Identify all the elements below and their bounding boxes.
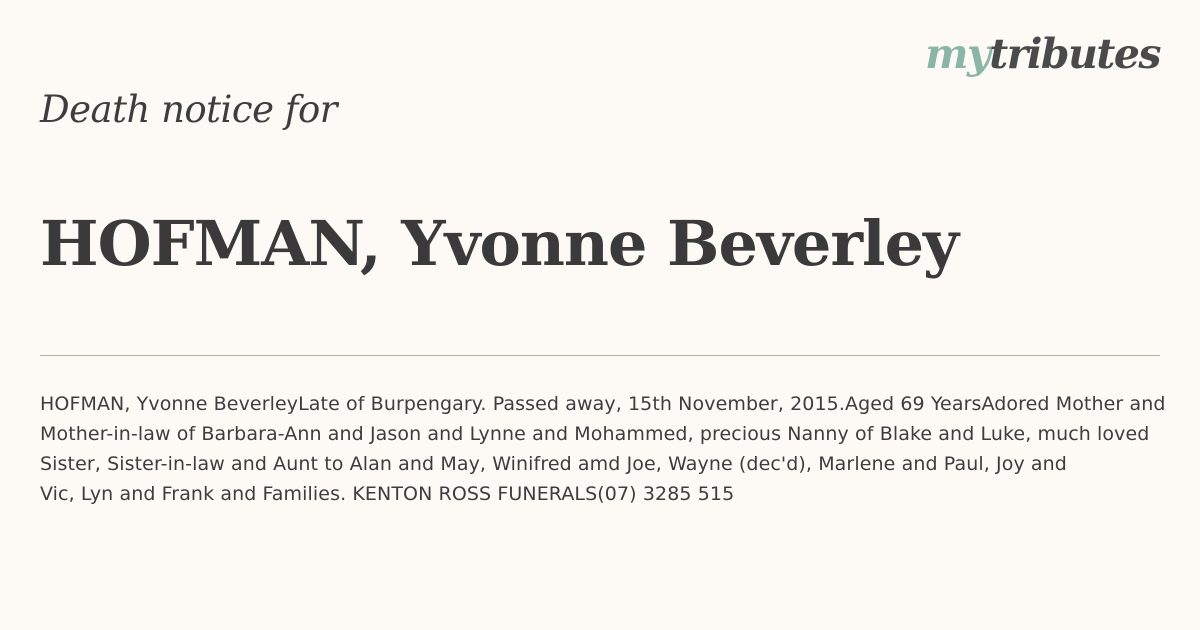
- divider: [40, 355, 1160, 356]
- notice-body: [40, 389, 1200, 509]
- mytributes-logo[interactable]: [925, 30, 1160, 78]
- notice-body-line: Vic, Lyn and Frank and Families. KENTON ROSS FUNERALS(07) 3285 515: [40, 483, 735, 505]
- notice-kicker: Death notice for: [40, 88, 337, 131]
- logo-tributes-text: tributes: [989, 30, 1160, 78]
- logo-my-text: my: [925, 30, 990, 78]
- notice-body-line: Mother-in-law of Barbara-Ann and Jason and Lynne and Mohammed, precious Nanny of Blake and Luke, much loved: [40, 423, 1150, 445]
- notice-body-line: Sister, Sister-in-law and Aunt to Alan and May, Winifred amd Joe, Wayne (dec'd), Marlene and Paul, Joy and: [40, 453, 1067, 475]
- deceased-name-title: HOFMAN, Yvonne Beverley: [40, 207, 959, 280]
- notice-body-line: HOFMAN, Yvonne BeverleyLate of Burpengary. Passed away, 15th November, 2015.Aged 69 YearsAdored Mother and: [40, 393, 1166, 415]
